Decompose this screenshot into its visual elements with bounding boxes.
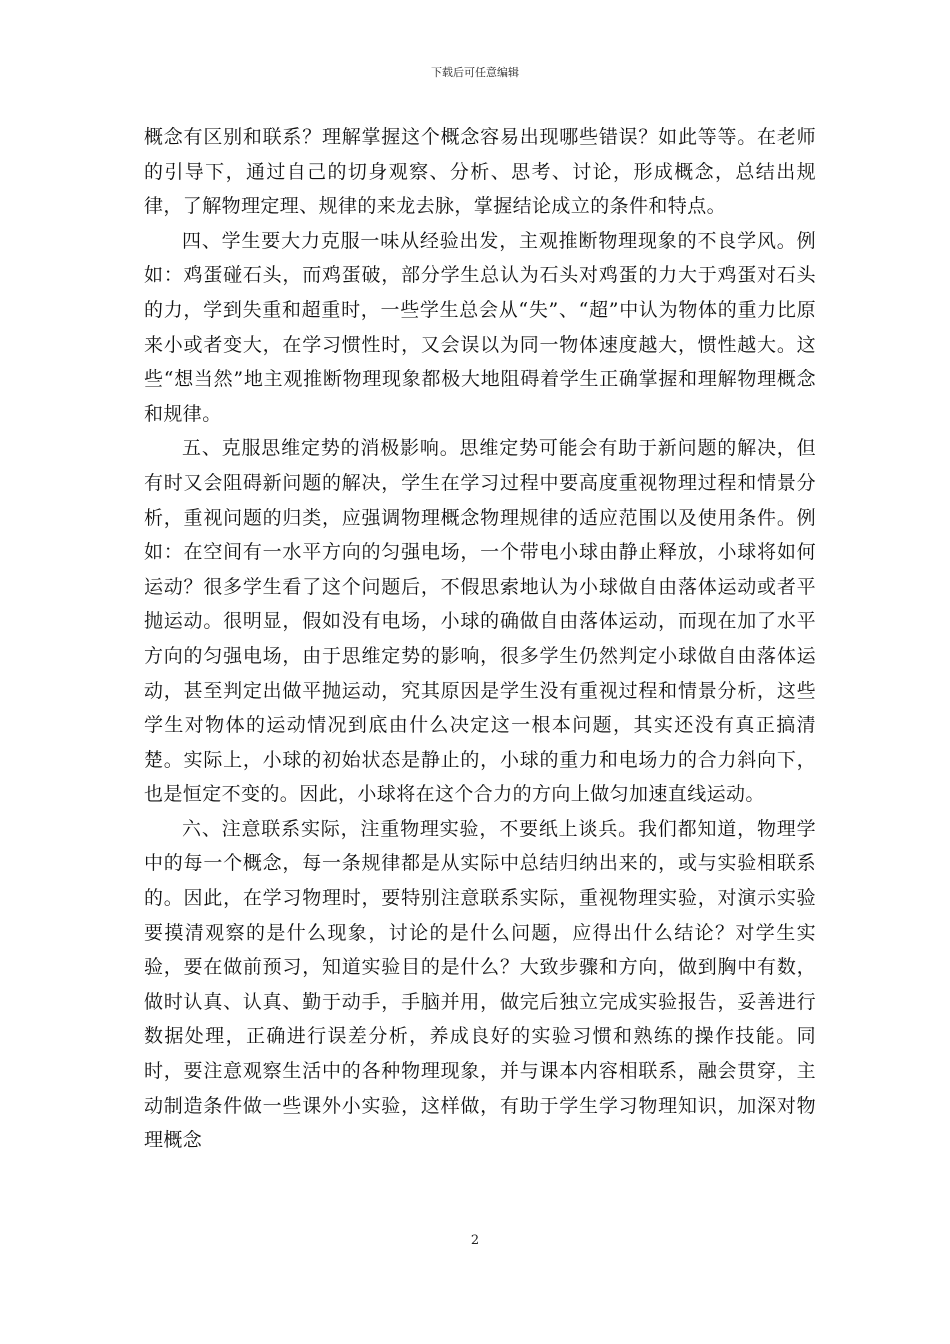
paragraph-section-six: 六、注意联系实际，注重物理实验，不要纸上谈兵。我们都知道，物理学中的每一个概念，每一条规律都是从实际中总结归纳出来的，或与实验相联系的。因此，在学习物理时，要特别注意联系实际，重视物理实验，对演示实验要摸清观察的是什么现象，讨论的是什么问题，应得出什么结论？对学生实验，要在做前预习，知道实验目的是什么？大致步骤和方向，做到胸中有数，做时认真、认真、勤于动手，手脑并用，做完后独立完成实验报告，妥善进行数据处理，正确进行误差分析，养成良好的实验习惯和熟练的操作技能。同时，要注意观察生活中的各种物理现象，并与课本内容相联系，融会贯穿，主动制造条件做一些课外小实验，这样做，有助于学生学习物理知识，加深对物理概念 (144, 817, 816, 1152)
paragraph-section-five: 五、克服思维定势的消极影响。思维定势可能会有助于新问题的解决，但有时又会阻碍新问题的解决，学生在学习过程中要高度重视物理过程和情景分析，重视问题的归类，应强调物理概念物理规律的适应范围以及使用条件。例如：在空间有一水平方向的匀强电场，一个带电小球由静止释放，小球将如何运动？很多学生看了这个问题后，不假思索地认为小球做自由落体运动或者平抛运动。很明显，假如没有电场，小球的确做自由落体运动，而现在加了水平方向的匀强电场，由于思维定势的影响，很多学生仍然判定小球做自由落体运动，甚至判定出做平抛运动，究其原因是学生没有重视过程和情景分析，这些学生对物体的运动情况到底由什么决定这一根本问题，其实还没有真正搞清楚。实际上，小球的初始状态是静止的，小球的重力和电场力的合力斜向下，也是恒定不变的。因此，小球将在这个合力的方向上做匀加速直线运动。 (144, 437, 816, 806)
paragraph-section-four: 四、学生要大力克服一味从经验出发，主观推断物理现象的不良学风。例如：鸡蛋碰石头，而鸡蛋破，部分学生总认为石头对鸡蛋的力大于鸡蛋对石头的力，学到失重和超重时，一些学生总会从“失”、“超”中认为物体的重力比原来小或者变大，在学习惯性时，又会误以为同一物体速度越大，惯性越大。这些“想当然”地主观推断物理现象都极大地阻碍着学生正确掌握和理解物理概念和规律。 (144, 229, 816, 425)
page-header: 下载后可任意编辑 (431, 66, 519, 79)
page-number: 2 (470, 1233, 480, 1248)
paragraph-continuation: 概念有区别和联系？理解掌握这个概念容易出现哪些错误？如此等等。在老师的引导下，通过自己的切身观察、分析、思考、讨论，形成概念，总结出规律，了解物理定理、规律的来龙去脉，掌握结论成立的条件和特点。 (144, 126, 816, 218)
document-body (144, 120, 816, 1158)
